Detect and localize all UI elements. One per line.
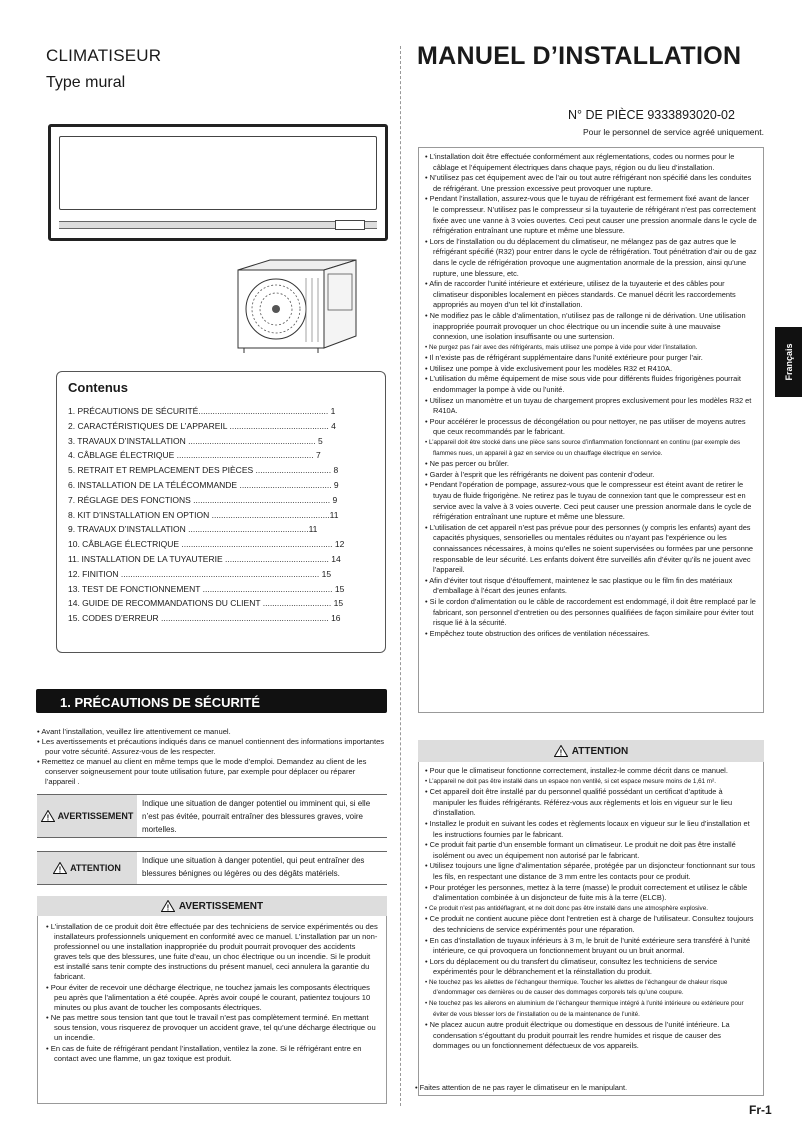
list-item: • Pendant l’installation, assurez-vous que le tuyau de réfrigérant est fermement fixé avant de lancer le compresseur. N’utilisez pas le compresseur si la tuyauterie de réfrigérant n’est pas correctement fixée avec une vanne à 3 voies ouvertes. Ceci peut causer une pression anormale dans le cycle de réfrigération entraînant une rupture et même une blessure. xyxy=(425,194,757,236)
list-item: • Afin de raccorder l’unité intérieure et extérieure, utilisez de la tuyauterie et des câbles pour climatiseur disponibles localement en pièces standards. Ce manuel décrit les raccordements appropriés au moyen d’un tel kit d’installation. xyxy=(425,279,736,310)
list-item: • Ne placez aucun autre produit électrique ou domestique en dessous de l’unité intérieure. La condensation s’égouttant du produit pourrait les rendre humides et risque de causer des dommages ou un fonctionnement défectueux de vos appareils. xyxy=(425,1020,730,1051)
table-of-contents xyxy=(68,404,398,626)
outdoor-unit-illustration xyxy=(232,256,358,354)
intro-item: • Remettez ce manuel au client en même temps que le mode d’emploi. Demandez au client de les conserver soigneusement pour toute utilisation future, par exemple pour déplacer ou réparer l’appareil . xyxy=(37,757,367,786)
safety-intro xyxy=(37,727,387,787)
attention-box-header xyxy=(418,740,764,762)
list-item: • Ne purgez pas l’air avec des réfrigérants, mais utilisez une pompe à vide pour vider l’installation. xyxy=(425,343,698,351)
product-name: CLIMATISEUR xyxy=(46,46,162,65)
list-item: • Pendant l’opération de pompage, assurez-vous que le compresseur est éteint avant de retirer le tuyau de fluide frigorigène. Ne retirez pas le tuyau de connexion tant que le compresseur est en service avec la valve à 3 voies ouverte. Ceci peut causer une pression anormale dans le cycle de réfrigération entraînant une rupture et même une blessure. xyxy=(425,480,752,522)
signal-warning-label: AVERTISSEMENT xyxy=(57,811,134,821)
list-item: • L’utilisation du même équipement de mise sous vide pour différents fluides frigorigènes pourrait endommager la pompe à vide ou l’unité. xyxy=(425,374,741,395)
list-item: • Utilisez toujours une ligne d’alimentation séparée, protégée par un disjoncteur fonctionnant sur tous les fils, en respectant une distance de 3 mm entre les contacts pour ce produit. xyxy=(425,861,756,881)
attention-box-title: ATTENTION xyxy=(571,745,629,757)
language-tab xyxy=(775,327,802,397)
header-left xyxy=(46,46,161,92)
indoor-unit-illustration xyxy=(48,124,388,241)
list-item: • N’utilisez pas cet équipement avec de l’air ou tout autre réfrigérant non spécifié dans les conduites de réfrigérant. Une pression excessive peut provoquer une rupture. xyxy=(425,173,752,193)
toc-item: 3. TRAVAUX D’INSTALLATION ...................................................... 5 xyxy=(68,435,323,446)
toc-item: 11. INSTALLATION DE LA TUYAUTERIE ............................................ 14 xyxy=(68,553,341,564)
caution-triangle-icon xyxy=(554,745,568,757)
toc-item: 15. CODES D’ERREUR ....................................................................... 16 xyxy=(68,613,341,624)
toc-item: 1. PRÉCAUTIONS DE SÉCURITÉ....................................................... 1 xyxy=(68,406,336,416)
signal-caution-row xyxy=(37,851,387,885)
list-item: • L’utilisation de cet appareil n’est pas prévue pour des personnes (y compris les enfants) ayant des capacités physiques, sensorielles ou mentales réduites ou n’ayant pas l’expérience ou les connaissances nécessaires, à moins qu’elles ne soient supervisées ou formées par une personne responsable de leur sécurité. Les enfants doivent être surveillés afin d’éviter qu’ils ne jouent avec l’appareil. xyxy=(425,522,754,575)
column-divider xyxy=(400,46,401,1106)
list-item: • Cet appareil doit être installé par du personnel qualifié possédant un certificat d’aptitude à manipuler les fluides réfrigérants. Référez-vous aux règlements et lois en vigueur sur le lieu d’installation. xyxy=(425,787,733,818)
list-item: • Ne touchez pas les ailettes de l’échangeur thermique. Toucher les ailettes de l’échangeur de chaleur risque d’endommager ces dernières ou de causer des dommages corporels tels qu’une coupure. xyxy=(425,978,728,997)
toc-item: 4. CÂBLAGE ÉLECTRIQUE .......................................................... 7 xyxy=(68,450,321,461)
intro-item: • Les avertissements et précautions indiqués dans ce manuel contiennent des informations importantes pour votre sécurité. Assurez-vous de les respecter. xyxy=(37,737,385,756)
warning-triangle-icon xyxy=(41,810,55,822)
list-item: • Lors de l’installation ou du déplacement du climatiseur, ne mélangez pas de gaz autres que le réfrigérant spécifié (R32) pour entrer dans le cycle de réfrigération. Tout pénétration d’air ou de gaz dans le cycle de réfrigération provoque une augmentation anormale de la pression, ainsi qu’une rupture, une blessure, etc. xyxy=(425,236,757,278)
svg-text:!: ! xyxy=(559,748,563,757)
list-item: • Utilisez un manomètre et un tuyau de chargement propres exclusivement pour les modèles R32 et R410A. xyxy=(425,395,752,416)
list-item: • Afin d’éviter tout risque d’étouffement, maintenez le sac plastique ou le film fin des matériaux d’emballage à l’écart des jeunes enfants. xyxy=(425,575,733,596)
toc-item: 9. TRAVAUX D’INSTALLATION ...................................................11 xyxy=(68,524,318,535)
list-item: • Ce produit n’est pas antidéflagrant, et ne doit donc pas être installé dans une atmosphère explosive. xyxy=(425,904,708,912)
contents-title: Contenus xyxy=(68,380,128,395)
toc-item: 10. CÂBLAGE ÉLECTRIQUE ................................................................ 12 xyxy=(68,539,345,550)
attention-box-body xyxy=(418,762,764,1096)
warning-box-body xyxy=(37,916,387,1104)
list-item: • L’appareil ne doit pas être installé dans un espace non ventilé, si cet espace mesure moins de 1,61 m². xyxy=(425,777,716,785)
list-item: • Empêchez toute obstruction des orifices de ventilation nécessaires. xyxy=(425,628,650,638)
part-number: N° DE PIÈCE 9333893020-02 xyxy=(568,108,735,122)
list-item: • Pour que le climatiseur fonctionne correctement, installez-le comme décrit dans ce manuel. xyxy=(425,766,728,775)
final-note: • Faites attention de ne pas rayer le climatiseur en le manipulant. xyxy=(415,1083,628,1092)
list-item: • Ce produit ne contient aucune pièce dont l’entretien est à charge de l’utilisateur. Consultez toujours des techniciens de service expérimentés pour une réparation. xyxy=(425,914,754,934)
signal-caution-text: Indique une situation à danger potentiel, qui peut entraîner des blessures bénignes ou légères ou des dégâts matériels. xyxy=(142,856,365,878)
list-item: • Ne modifiez pas le câble d’alimentation, n’utilisez pas de rallonge ni de dérivation. Une utilisation inappropriée pourrait provoquer un choc électrique ou un incendie suite à une mauvaise connexion, une isolation insuffisante ou une surtension. xyxy=(425,310,746,342)
signal-warning-row xyxy=(37,794,387,838)
caution-triangle-icon xyxy=(53,862,67,874)
svg-text:!: ! xyxy=(166,903,170,912)
list-item: • Ne touchez pas les ailerons en aluminium de l’échangeur thermique intégré à l’unité intérieure ou extérieure pour éviter de vous blesser lors de l’installation ou de la maintenance de l’unité. xyxy=(425,1000,744,1018)
manual-title: MANUEL D’INSTALLATION xyxy=(417,42,742,70)
page-number: Fr-1 xyxy=(749,1103,772,1117)
list-item: • Installez le produit en suivant les codes et règlements locaux en vigueur sur le lieu d’installation et les instructions fournies par le fabricant. xyxy=(425,818,750,839)
list-item: • Pour accélérer le processus de décongélation ou pour nettoyer, ne pas utiliser de moyens autres que ceux recommandés par le fabricant. xyxy=(425,416,746,437)
toc-item: 6. INSTALLATION DE LA TÉLÉCOMMANDE ....................................... 9 xyxy=(68,479,339,490)
toc-item: 13. TEST DE FONCTIONNEMENT ....................................................... 15 xyxy=(68,583,345,594)
warning-box-header xyxy=(37,896,387,916)
list-item: • Ce produit fait partie d’un ensemble formant un climatiseur. Le produit ne doit pas être installé isolément ou avec un équipement non autorisé par le fabricant. xyxy=(425,840,736,860)
toc-item: 14. GUIDE DE RECOMMANDATIONS DU CLIENT ............................. 15 xyxy=(68,598,344,609)
toc-item: 12. FINITION .................................................................................... 15 xyxy=(68,568,332,579)
list-item: • Ne pas percer ou brûler. xyxy=(425,459,509,469)
warning-triangle-icon xyxy=(161,900,175,912)
list-item: • L’appareil doit être stocké dans une pièce sans source d’inflammation fonctionnant en continu (par exemple des flammes nues, un appareil à gaz en service ou un chauffage électrique en service. xyxy=(425,439,741,457)
warning-continued-box xyxy=(418,147,764,713)
list-item: • Lors du déplacement ou du transfert du climatiseur, consultez les techniciens de service expérimentés pour le débranchement et la réinstallation du produit. xyxy=(425,956,718,977)
toc-item: 5. RETRAIT ET REMPLACEMENT DES PIÈCES ................................ 8 xyxy=(68,465,339,476)
toc-item: 2. CARACTÉRISTIQUES DE L’APPAREIL .......................................... 4 xyxy=(68,420,336,431)
warning-box-title: AVERTISSEMENT xyxy=(178,900,264,912)
intro-item: • Avant l’installation, veuillez lire attentivement ce manuel. xyxy=(37,727,231,736)
signal-warning-text: Indique une situation de danger potentiel ou imminent qui, si elle n’est pas évitée, pourrait entraîner des blessures graves, voire mortelles. xyxy=(142,799,371,834)
list-item: • L’installation doit être effectuée conformément aux réglementations, codes ou normes pour le câblage et l’équipement électriques dans chaque pays, région ou du lieu d’installation. xyxy=(425,152,735,172)
list-item: • Pour protéger les personnes, mettez à la terre (masse) le produit correctement et utilisez le câble d’alimentation combinée à un disjoncteur de fuite mis à la terre (ELCB). xyxy=(425,882,748,903)
signal-caution-label: ATTENTION xyxy=(70,863,121,873)
list-item: • Utilisez une pompe à vide exclusivement pour les modèles R32 et R410A. xyxy=(425,363,673,373)
indoor-unit-display xyxy=(335,220,365,230)
warning-item: • En cas de fuite de réfrigérant pendant l’installation, ventilez la zone. Si le réfrigérant entre en contact avec une flamme, un gaz toxique est produit. xyxy=(46,1043,362,1063)
signal-caution-label-cell xyxy=(37,852,137,884)
signal-warning-label-cell xyxy=(37,795,137,837)
warning-item: • Ne pas mettre sous tension tant que tout le travail n’est pas complètement terminé. En mettant sous tension, vous risquerez de provoquer un accident grave, tel qu’une décharge électrique ou un incendie. xyxy=(46,1013,376,1042)
svg-text:!: ! xyxy=(58,865,62,874)
toc-item: 8. KIT D’INSTALLATION EN OPTION ..................................................11 xyxy=(68,509,339,520)
language-tab-label: Français xyxy=(783,343,794,381)
list-item: • Il n’existe pas de réfrigérant supplémentaire dans l’unité extérieure pour purger l’air. xyxy=(425,353,703,363)
toc-item: 7. RÉGLAGE DES FONCTIONS .......................................................... 9 xyxy=(68,494,338,505)
list-item: • En cas d’installation de tuyaux inférieurs à 3 m, le bruit de l’unité extérieure sera transféré à l’unité intérieure, ce qui provoquera un fonctionnement bruyant ou un bruit anormal. xyxy=(425,935,751,956)
product-type: Type mural xyxy=(46,74,126,91)
indoor-unit-air-outlet xyxy=(59,221,377,229)
list-item: • Garder à l’esprit que les réfrigérants ne doivent pas contenir d’odeur. xyxy=(425,469,655,479)
indoor-unit-front-panel xyxy=(59,136,377,210)
list-item: • Si le cordon d’alimentation ou le câble de raccordement est endommagé, il doit être remplacé par le fabricant, son personnel d’entretien ou des personnes qualifiées de façon similaire pour éviter tout risque lié à la sécurité. xyxy=(425,596,756,628)
warning-item: • Pour éviter de recevoir une décharge électrique, ne touchez jamais les composants électriques peu après que l’alimentation a été coupée. Après avoir coupé le courant, patientez toujours 10 minutes ou plus avant de toucher les composants électriques. xyxy=(46,982,371,1012)
warning-item: • L’installation de ce produit doit être effectuée par des techniciens de service expérimentés ou des installateurs professionnels uniquement en conformité avec ce manuel. L’installation par un non-professionnel ou une installation inappropriée du produit pourrait provoquer des accidents graves tels que des blessures, une fuite d’eau, un choc électrique ou un incendie. Si le produit est installé sans tenir compte des instructions du présent manuel, ceci annulera la garantie du fabricant. xyxy=(46,922,378,981)
svg-text:!: ! xyxy=(46,813,49,822)
service-note: Pour le personnel de service agréé uniquement. xyxy=(583,127,764,137)
section-title: 1. PRÉCAUTIONS DE SÉCURITÉ xyxy=(60,695,261,710)
